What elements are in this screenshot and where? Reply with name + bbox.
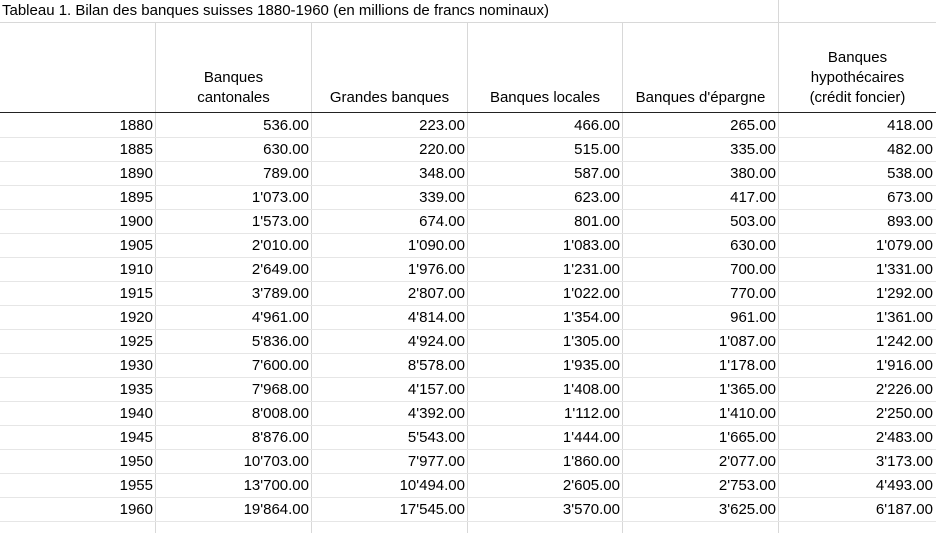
header-banques-cantonales[interactable]	[156, 68, 311, 108]
cantonales-cell[interactable]: 536.00	[156, 114, 312, 138]
grandes-banques-cell[interactable]: 339.00	[312, 186, 468, 210]
locales-cell[interactable]: 1'083.00	[468, 234, 623, 258]
locales-cell[interactable]: 1'231.00	[468, 258, 623, 282]
cantonales-cell[interactable]: 3'789.00	[156, 282, 312, 306]
table-row	[0, 450, 936, 474]
cantonales-cell[interactable]: 789.00	[156, 162, 312, 186]
epargne-cell[interactable]: 1'087.00	[623, 330, 779, 354]
cantonales-cell[interactable]: 10'703.00	[156, 450, 312, 474]
hypothecaires-cell[interactable]: 1'916.00	[779, 354, 936, 378]
grandes-banques-cell[interactable]: 348.00	[312, 162, 468, 186]
locales-cell[interactable]: 1'112.00	[468, 402, 623, 426]
epargne-cell[interactable]: 1'178.00	[623, 354, 779, 378]
epargne-cell[interactable]: 503.00	[623, 210, 779, 234]
table-row	[0, 426, 936, 450]
locales-cell[interactable]: 587.00	[468, 162, 623, 186]
empty-cell[interactable]	[156, 522, 312, 538]
epargne-cell[interactable]: 3'625.00	[623, 498, 779, 522]
empty-cell[interactable]	[312, 522, 468, 538]
table-row	[0, 402, 936, 426]
header-line: Banques	[156, 68, 311, 88]
hypothecaires-cell[interactable]: 2'250.00	[779, 402, 936, 426]
hypothecaires-cell[interactable]: 482.00	[779, 138, 936, 162]
hypothecaires-cell[interactable]: 893.00	[779, 210, 936, 234]
cantonales-cell[interactable]: 19'864.00	[156, 498, 312, 522]
header-banques-locales[interactable]	[468, 88, 622, 108]
year-cell[interactable]: 1950	[0, 450, 156, 474]
year-cell[interactable]: 1880	[0, 114, 156, 138]
header-line: Banques locales	[468, 88, 622, 108]
epargne-cell[interactable]: 1'665.00	[623, 426, 779, 450]
grandes-banques-cell[interactable]: 4'157.00	[312, 378, 468, 402]
grandes-banques-cell[interactable]: 4'392.00	[312, 402, 468, 426]
empty-cell[interactable]	[468, 522, 623, 538]
year-cell[interactable]: 1955	[0, 474, 156, 498]
grandes-banques-cell[interactable]: 1'090.00	[312, 234, 468, 258]
table-row	[0, 282, 936, 306]
hypothecaires-cell[interactable]: 538.00	[779, 162, 936, 186]
epargne-cell[interactable]: 961.00	[623, 306, 779, 330]
hypothecaires-cell[interactable]: 1'079.00	[779, 234, 936, 258]
empty-cell[interactable]	[623, 522, 779, 538]
hypothecaires-cell[interactable]: 3'173.00	[779, 450, 936, 474]
year-cell[interactable]: 1890	[0, 162, 156, 186]
table-row	[0, 234, 936, 258]
epargne-cell[interactable]: 265.00	[623, 114, 779, 138]
grandes-banques-cell[interactable]: 4'814.00	[312, 306, 468, 330]
locales-cell[interactable]: 3'570.00	[468, 498, 623, 522]
hypothecaires-cell[interactable]: 1'292.00	[779, 282, 936, 306]
epargne-cell[interactable]: 2'753.00	[623, 474, 779, 498]
locales-cell[interactable]: 1'935.00	[468, 354, 623, 378]
header-line: hypothécaires	[779, 68, 936, 88]
header-line: Grandes banques	[312, 88, 467, 108]
header-line: cantonales	[156, 88, 311, 108]
table-row	[0, 330, 936, 354]
header-line: Banques	[779, 48, 936, 68]
year-cell[interactable]: 1930	[0, 354, 156, 378]
cantonales-cell[interactable]: 1'073.00	[156, 186, 312, 210]
table-row	[0, 138, 936, 162]
cantonales-cell[interactable]: 2'010.00	[156, 234, 312, 258]
locales-cell[interactable]: 1'444.00	[468, 426, 623, 450]
year-cell[interactable]: 1960	[0, 498, 156, 522]
grandes-banques-cell[interactable]: 10'494.00	[312, 474, 468, 498]
cantonales-cell[interactable]: 7'600.00	[156, 354, 312, 378]
grandes-banques-cell[interactable]: 17'545.00	[312, 498, 468, 522]
year-cell[interactable]: 1935	[0, 378, 156, 402]
epargne-cell[interactable]: 1'410.00	[623, 402, 779, 426]
data-table	[0, 114, 936, 538]
cantonales-cell[interactable]: 5'836.00	[156, 330, 312, 354]
year-cell[interactable]: 1885	[0, 138, 156, 162]
year-cell[interactable]: 1920	[0, 306, 156, 330]
grandes-banques-cell[interactable]: 674.00	[312, 210, 468, 234]
data-table-body	[0, 114, 936, 538]
cantonales-cell[interactable]: 630.00	[156, 138, 312, 162]
cantonales-cell[interactable]: 8'008.00	[156, 402, 312, 426]
cantonales-cell[interactable]: 8'876.00	[156, 426, 312, 450]
hypothecaires-cell[interactable]: 673.00	[779, 186, 936, 210]
locales-cell[interactable]: 1'354.00	[468, 306, 623, 330]
locales-cell[interactable]: 1'022.00	[468, 282, 623, 306]
grandes-banques-cell[interactable]: 223.00	[312, 114, 468, 138]
year-cell[interactable]: 1925	[0, 330, 156, 354]
locales-cell[interactable]: 466.00	[468, 114, 623, 138]
header-line: Banques d'épargne	[623, 88, 778, 108]
hypothecaires-cell[interactable]: 1'331.00	[779, 258, 936, 282]
grandes-banques-cell[interactable]: 1'976.00	[312, 258, 468, 282]
cantonales-cell[interactable]: 4'961.00	[156, 306, 312, 330]
epargne-cell[interactable]: 335.00	[623, 138, 779, 162]
header-grandes-banques[interactable]	[312, 88, 467, 108]
table-title[interactable]: Tableau 1. Bilan des banques suisses 1880-1960 (en millions de francs nominaux)	[2, 2, 549, 19]
epargne-cell[interactable]: 1'365.00	[623, 378, 779, 402]
grandes-banques-cell[interactable]: 2'807.00	[312, 282, 468, 306]
grandes-banques-cell[interactable]: 220.00	[312, 138, 468, 162]
year-cell[interactable]: 1940	[0, 402, 156, 426]
epargne-cell[interactable]: 700.00	[623, 258, 779, 282]
header-row	[0, 22, 936, 113]
grandes-banques-cell[interactable]: 8'578.00	[312, 354, 468, 378]
table-row	[0, 210, 936, 234]
empty-row	[0, 522, 936, 538]
title-row[interactable]	[0, 0, 936, 23]
year-cell[interactable]: 1895	[0, 186, 156, 210]
empty-cell[interactable]	[0, 522, 156, 538]
year-cell[interactable]: 1900	[0, 210, 156, 234]
year-cell[interactable]: 1915	[0, 282, 156, 306]
table-row	[0, 498, 936, 522]
year-cell[interactable]: 1905	[0, 234, 156, 258]
table-row	[0, 306, 936, 330]
grandes-banques-cell[interactable]: 4'924.00	[312, 330, 468, 354]
epargne-cell[interactable]: 380.00	[623, 162, 779, 186]
table-row	[0, 114, 936, 138]
hypothecaires-cell[interactable]: 4'493.00	[779, 474, 936, 498]
locales-cell[interactable]: 801.00	[468, 210, 623, 234]
header-banques-hypothecaires[interactable]	[779, 48, 936, 108]
locales-cell[interactable]: 1'305.00	[468, 330, 623, 354]
header-line: (crédit foncier)	[779, 88, 936, 108]
locales-cell[interactable]: 1'408.00	[468, 378, 623, 402]
table-row	[0, 378, 936, 402]
cantonales-cell[interactable]: 1'573.00	[156, 210, 312, 234]
table-row	[0, 186, 936, 210]
locales-cell[interactable]: 1'860.00	[468, 450, 623, 474]
cantonales-cell[interactable]: 7'968.00	[156, 378, 312, 402]
hypothecaires-cell[interactable]: 1'361.00	[779, 306, 936, 330]
epargne-cell[interactable]: 630.00	[623, 234, 779, 258]
cantonales-cell[interactable]: 2'649.00	[156, 258, 312, 282]
grandes-banques-cell[interactable]: 5'543.00	[312, 426, 468, 450]
year-cell[interactable]: 1910	[0, 258, 156, 282]
hypothecaires-cell[interactable]: 2'483.00	[779, 426, 936, 450]
epargne-cell[interactable]: 2'077.00	[623, 450, 779, 474]
hypothecaires-cell[interactable]: 418.00	[779, 114, 936, 138]
epargne-cell[interactable]: 770.00	[623, 282, 779, 306]
year-cell[interactable]: 1945	[0, 426, 156, 450]
hypothecaires-cell[interactable]: 6'187.00	[779, 498, 936, 522]
locales-cell[interactable]: 515.00	[468, 138, 623, 162]
hypothecaires-cell[interactable]: 1'242.00	[779, 330, 936, 354]
locales-cell[interactable]: 623.00	[468, 186, 623, 210]
locales-cell[interactable]: 2'605.00	[468, 474, 623, 498]
cantonales-cell[interactable]: 13'700.00	[156, 474, 312, 498]
header-banques-epargne[interactable]	[623, 88, 778, 108]
table-row	[0, 354, 936, 378]
table-row	[0, 474, 936, 498]
empty-cell[interactable]	[779, 522, 936, 538]
grandes-banques-cell[interactable]: 7'977.00	[312, 450, 468, 474]
table-row	[0, 258, 936, 282]
hypothecaires-cell[interactable]: 2'226.00	[779, 378, 936, 402]
epargne-cell[interactable]: 417.00	[623, 186, 779, 210]
table-row	[0, 162, 936, 186]
